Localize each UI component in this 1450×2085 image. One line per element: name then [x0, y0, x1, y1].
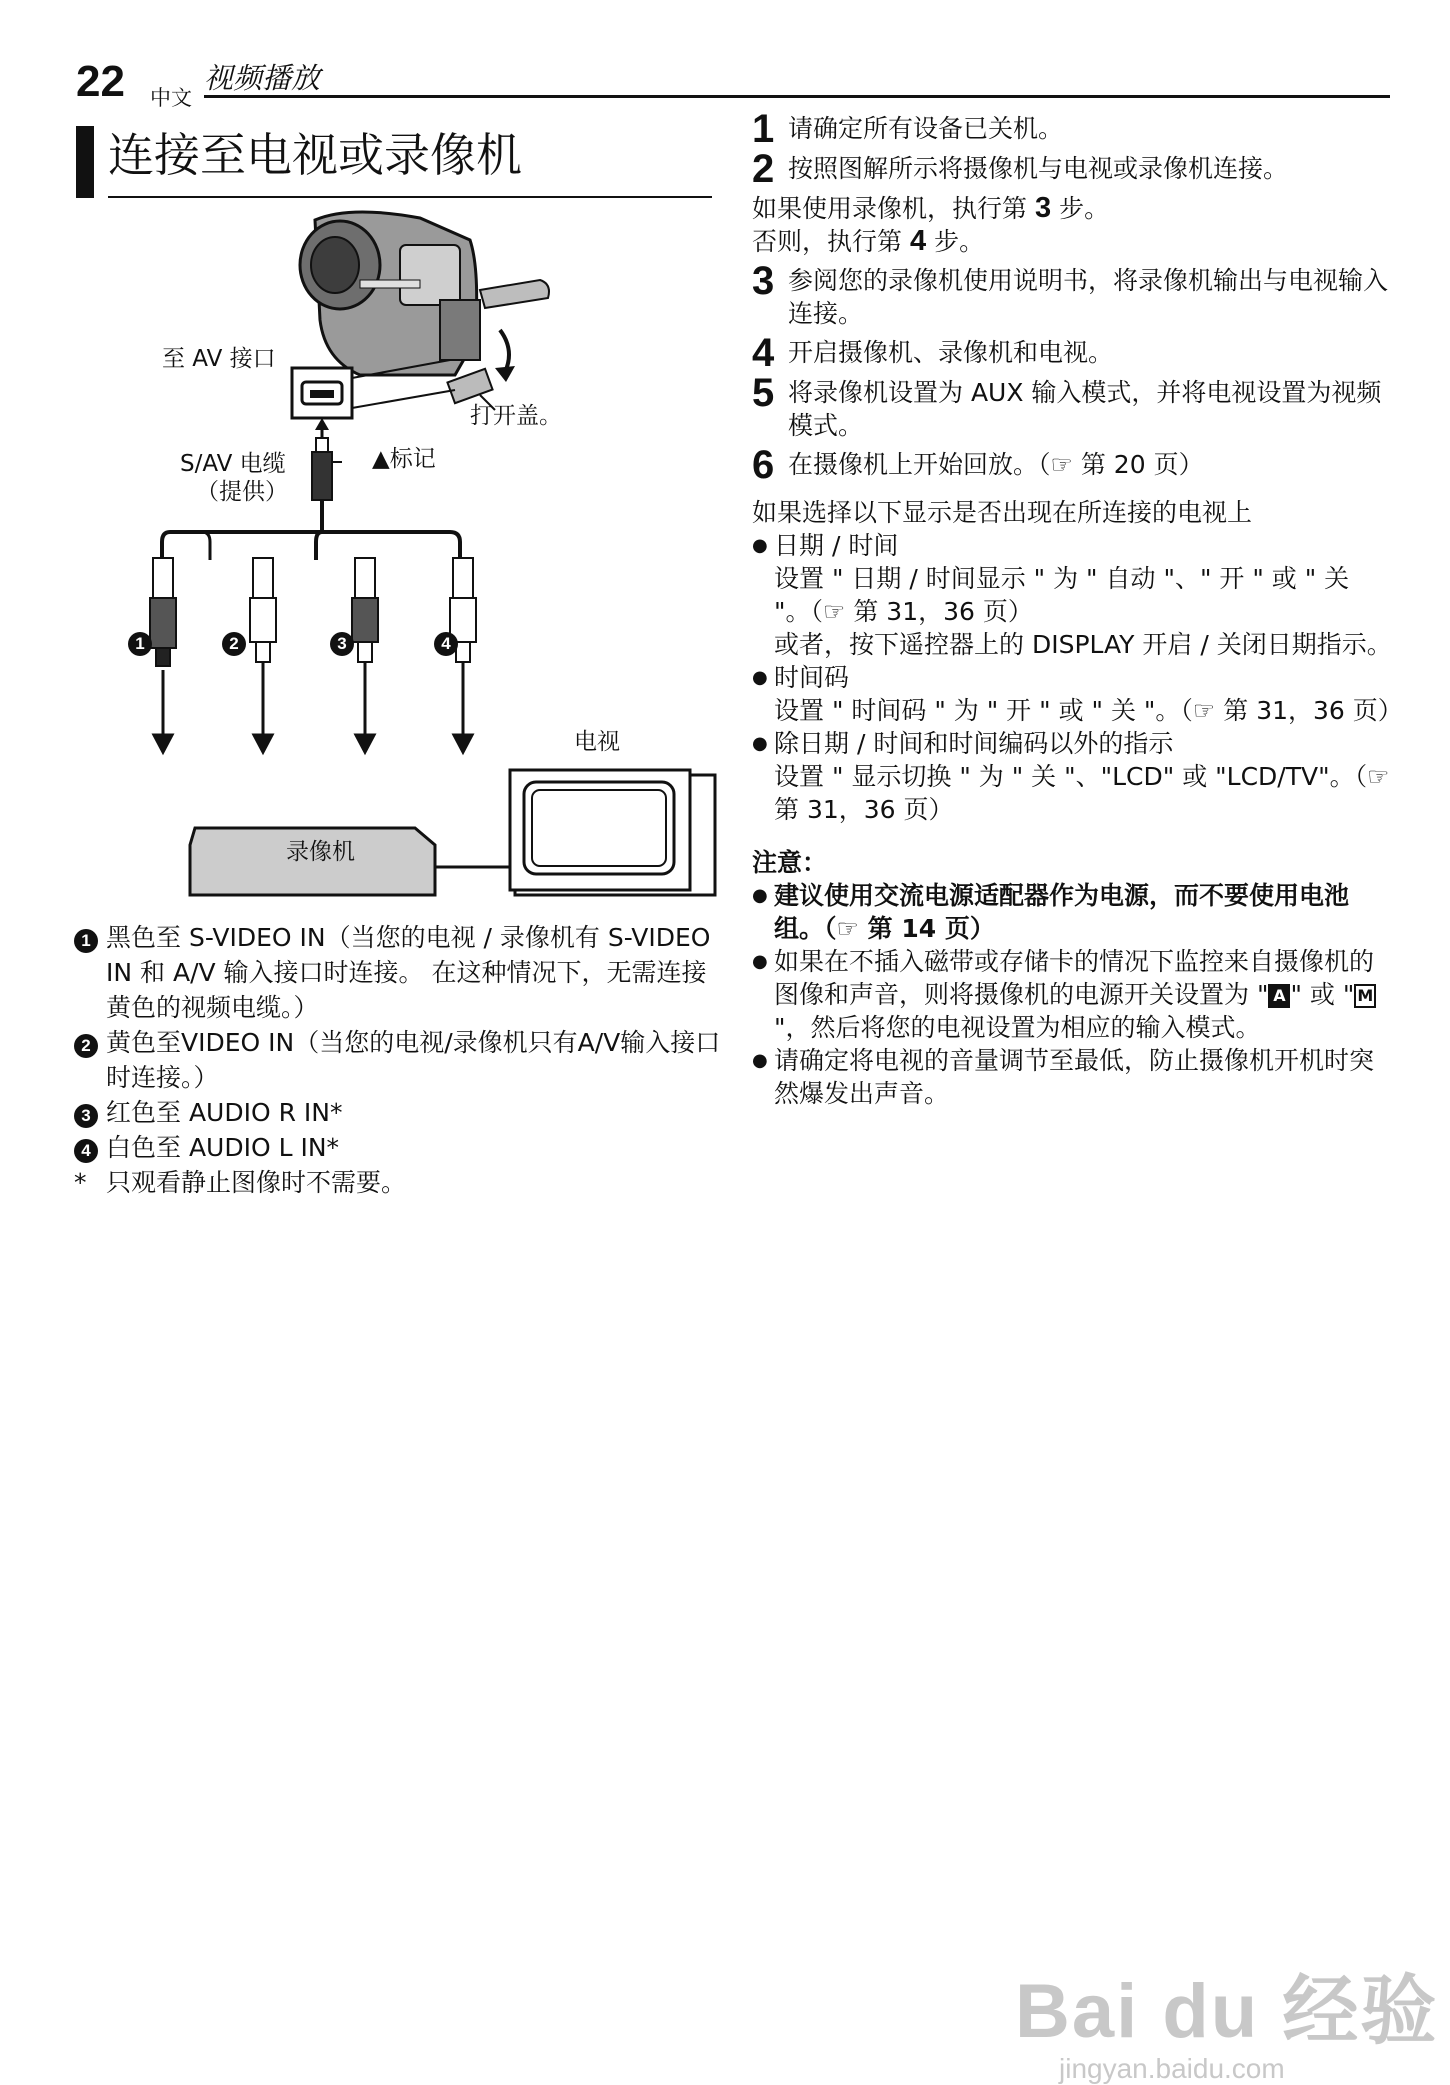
- auto-mode-icon: A: [1268, 984, 1290, 1008]
- caution-item-1: ● 建议使用交流电源适配器作为电源，而不要使用电池组。（☞ 第 14 页）: [752, 879, 1392, 945]
- note-item-1: [74, 920, 724, 1025]
- label-mark: ▲标记: [372, 446, 436, 472]
- note-item-asterisk: [74, 1165, 724, 1200]
- note-number-4: 4: [74, 1139, 98, 1163]
- step-text: 开启摄像机、录像机和电视。: [788, 338, 1114, 367]
- step-4: [752, 331, 1392, 375]
- label-tv: 电视: [574, 729, 620, 755]
- step-number: 6: [752, 443, 775, 487]
- caution-text: 建议使用交流电源适配器作为电源，而不要使用电池组。（☞ 第 14 页）: [774, 881, 1350, 943]
- step-number: 2: [752, 147, 775, 191]
- label-open-cover: 打开盖。: [470, 403, 562, 429]
- watermark-url: jingyan.baidu.com: [1059, 2053, 1285, 2084]
- step-1: [752, 107, 1392, 151]
- caution-text-part: "，然后将您的电视设置为相应的输入模式。: [774, 1013, 1261, 1042]
- caution-text-part: 如果在不插入磁带或存储卡的情况下监控来自摄像机的图像和声音，则将摄像机的电源开关设置为 ": [774, 947, 1375, 1009]
- plug-number-3: 3: [330, 632, 354, 656]
- caution-text-part: " 或 ": [1290, 980, 1355, 1009]
- header-rule: [204, 95, 1390, 98]
- baidu-watermark: [1015, 1950, 1438, 2085]
- else-note-text: 否则，执行第: [752, 227, 903, 256]
- note-text-4: 白色至 AUDIO L IN*: [106, 1133, 340, 1162]
- step-6: [752, 443, 1392, 487]
- step-5: [752, 371, 1392, 442]
- display-item-label: 时间码: [774, 663, 850, 692]
- step-text: 将录像机设置为 AUX 输入模式，并将电视设置为视频模式。: [788, 378, 1382, 440]
- tv-screen: [508, 768, 693, 898]
- plug-number-1: 1: [128, 632, 152, 656]
- display-item-line: 或者，按下遥控器上的 DISPLAY 开启 / 关闭日期指示。: [774, 630, 1392, 659]
- step-text: 请确定所有设备已关机。: [788, 114, 1064, 143]
- display-item-line: 设置 " 时间码 " 为 " 开 " 或 " 关 "。（☞ 第 31，36 页）: [774, 696, 1403, 725]
- caution-heading: 注意：: [752, 848, 828, 877]
- step-number: 4: [752, 331, 775, 375]
- note-number-1: 1: [74, 929, 98, 953]
- plug-s-video: [150, 558, 176, 666]
- section-title: 视频播放: [204, 61, 321, 95]
- step-number: 1: [752, 107, 775, 151]
- display-item-time-code: ● 时间码: [752, 661, 1392, 694]
- display-heading: 如果选择以下显示是否出现在所连接的电视上: [752, 498, 1253, 527]
- label-cable-supplied: （提供）: [196, 479, 288, 505]
- label-av-port: 至 AV 接口: [162, 346, 276, 372]
- page-number: 22: [76, 57, 125, 106]
- language-label: 中文: [150, 86, 192, 110]
- step-2: [752, 147, 1392, 191]
- manual-mode-icon: M: [1354, 984, 1376, 1008]
- note-number-3: 3: [74, 1104, 98, 1128]
- watermark-brand: Bai du 经验: [1015, 1969, 1439, 2054]
- note-text-1: 黑色至 S-VIDEO IN（当您的电视 / 录像机有 S-VIDEO IN 和 A/V 输入接口时连接。 在这种情况下，无需连接黄色的视频电缆。）: [106, 923, 711, 1022]
- plug-video: [250, 558, 276, 678]
- vcr-instruction: [752, 192, 1392, 258]
- note-number-2: 2: [74, 1034, 98, 1058]
- plug-audio-r: [352, 558, 378, 678]
- caution-text: 请确定将电视的音量调节至最低，防止摄像机开机时突然爆发出声音。: [774, 1046, 1375, 1108]
- label-cable-name: S/AV 电缆: [180, 451, 286, 477]
- label-vcr: 录像机: [286, 839, 355, 865]
- instructions-column: [752, 107, 1403, 1110]
- plug-number-4: 4: [434, 632, 458, 656]
- note-text-2: 黄色至VIDEO IN（当您的电视/录像机只有A/V输入接口时连接。）: [106, 1028, 721, 1092]
- else-note-step: 4: [909, 225, 927, 257]
- step-text: 按照图解所示将摄像机与电视或录像机连接。: [788, 154, 1289, 183]
- page-title: 连接至电视或录像机: [108, 128, 522, 182]
- note-item-2: [74, 1025, 724, 1095]
- step-text: 参阅您的录像机使用说明书，将录像机输出与电视输入连接。: [788, 266, 1389, 328]
- note-asterisk: *: [74, 1168, 87, 1197]
- else-note-suffix: 步。: [934, 227, 985, 256]
- step-text: 在摄像机上开始回放。（☞ 第 20 页）: [788, 450, 1204, 479]
- caution-item-2: ● 如果在不插入磁带或存储卡的情况下监控来自摄像机的图像和声音，则将摄像机的电源开关设置为 " A " 或 " M"，然后将您的电视设置为相应的输入模式。: [752, 945, 1392, 1044]
- step-number: 5: [752, 371, 775, 415]
- vcr-note-text: 如果使用录像机，执行第: [752, 194, 1028, 223]
- display-item-line: 设置 " 日期 / 时间显示 " 为 " 自动 "、" 开 " 或 " 关 "。（☞ 第 31，36 页）: [774, 564, 1350, 626]
- title-bar: [76, 126, 94, 198]
- plug-number-2: 2: [222, 632, 246, 656]
- title-underline: [108, 196, 712, 198]
- display-item-label: 除日期 / 时间和时间编码以外的指示: [774, 729, 1174, 758]
- caution-item-3: ● 请确定将电视的音量调节至最低，防止摄像机开机时突然爆发出声音。: [752, 1044, 1392, 1110]
- vcr-note-step: 3: [1034, 192, 1052, 224]
- note-text-asterisk: 只观看静止图像时不需要。: [106, 1168, 407, 1197]
- step-number: 3: [752, 259, 775, 303]
- display-item-date-time: ● 日期 / 时间: [752, 529, 1392, 562]
- note-text-3: 红色至 AUDIO R IN*: [106, 1098, 343, 1127]
- plug-audio-l: [450, 558, 476, 678]
- plug-notes: [74, 920, 724, 1200]
- caution-text: [774, 945, 1392, 1044]
- step-3: [752, 259, 1392, 330]
- note-item-4: [74, 1130, 724, 1165]
- display-item-line: 设置 " 显示切换 " 为 " 关 "、"LCD" 或 "LCD/TV"。（☞ 第 31，36 页）: [774, 762, 1390, 824]
- display-item-other: ● 除日期 / 时间和时间编码以外的指示: [752, 727, 1392, 760]
- note-item-3: [74, 1095, 724, 1130]
- vcr-note-suffix: 步。: [1059, 194, 1110, 223]
- display-item-label: 日期 / 时间: [774, 531, 899, 560]
